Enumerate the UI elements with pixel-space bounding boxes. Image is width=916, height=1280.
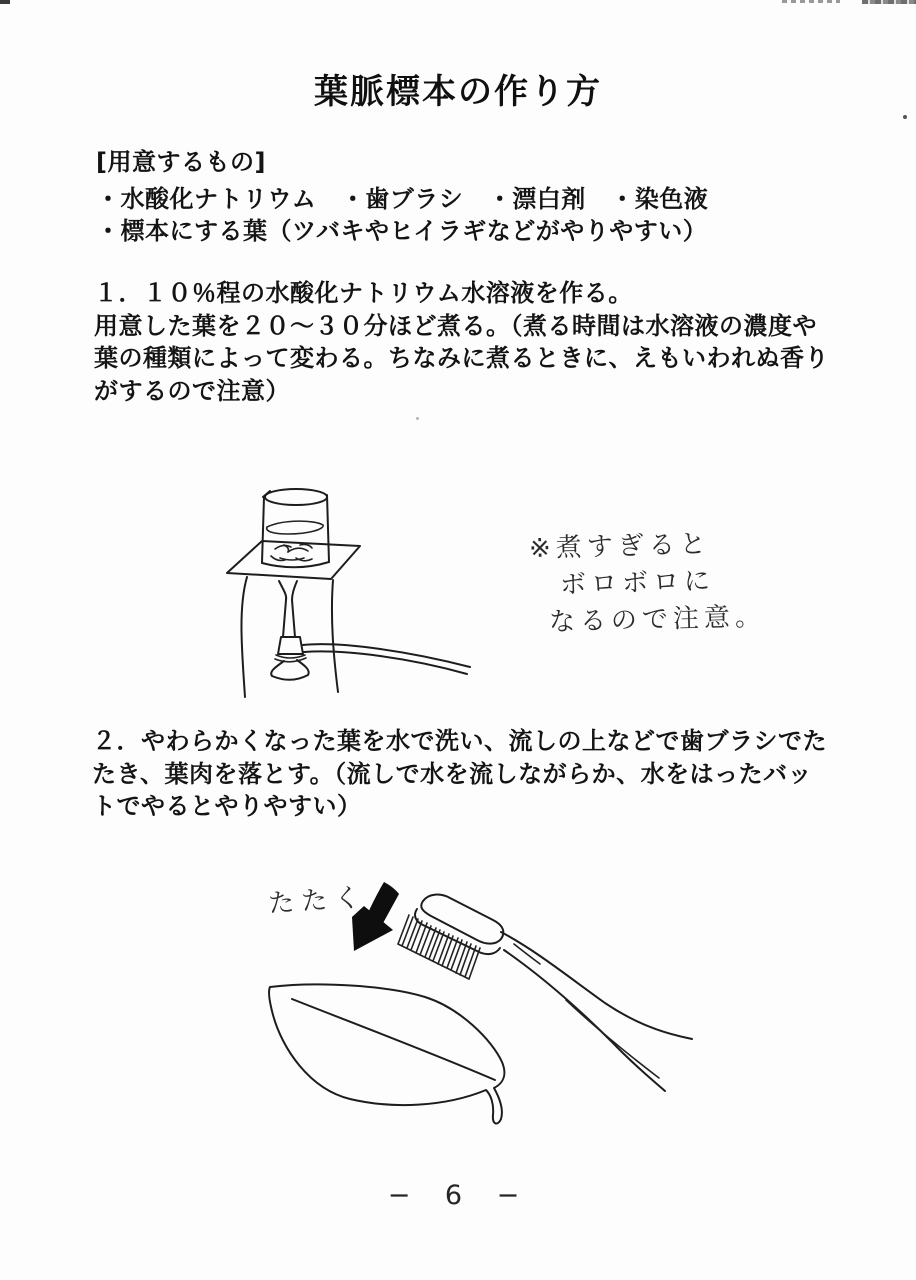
note-line: ボロボロに [559, 566, 716, 601]
step2-line: トでやるとやりやすい） [92, 792, 362, 820]
step1-line: 用意した葉を２０～３０分ほど煮る。（煮る時間は水溶液の濃度や [94, 311, 817, 340]
leaf-midrib [292, 999, 495, 1080]
materials-line: ・標本にする葉（ツバキやヒイラギなどがやりやすい） [96, 217, 708, 245]
toothbrush-drawing [398, 895, 692, 1091]
note-line: ※煮すぎると [528, 529, 712, 565]
step1-line: がするので注意） [94, 376, 290, 405]
page-number: − 6 − [387, 1180, 533, 1211]
tap-label: たたく [267, 882, 369, 920]
document-title: 葉脈標本の作り方 [314, 72, 602, 112]
note-line: なるので注意。 [548, 601, 767, 638]
leaf-drawing [269, 984, 504, 1123]
step1-line: 葉の種類によって変わる。ちなみに煮るときに、えもいわれぬ香り [94, 344, 829, 372]
materials-heading: [用意するもの] [96, 148, 266, 176]
step2-line: たき、葉肉を落とす。（流しで水を流しながらか、水をはったバッ [92, 759, 813, 788]
step1-line: １．１０％程の水酸化ナトリウム水溶液を作る。 [94, 279, 633, 307]
step2-line: ２．やわらかくなった葉を水で洗い、流しの上などで歯ブラシでた [92, 727, 827, 755]
toothbrush-handle [501, 932, 692, 1091]
materials-line: ・水酸化ナトリウム ・歯ブラシ ・漂白剤 ・染色液 [96, 184, 709, 213]
